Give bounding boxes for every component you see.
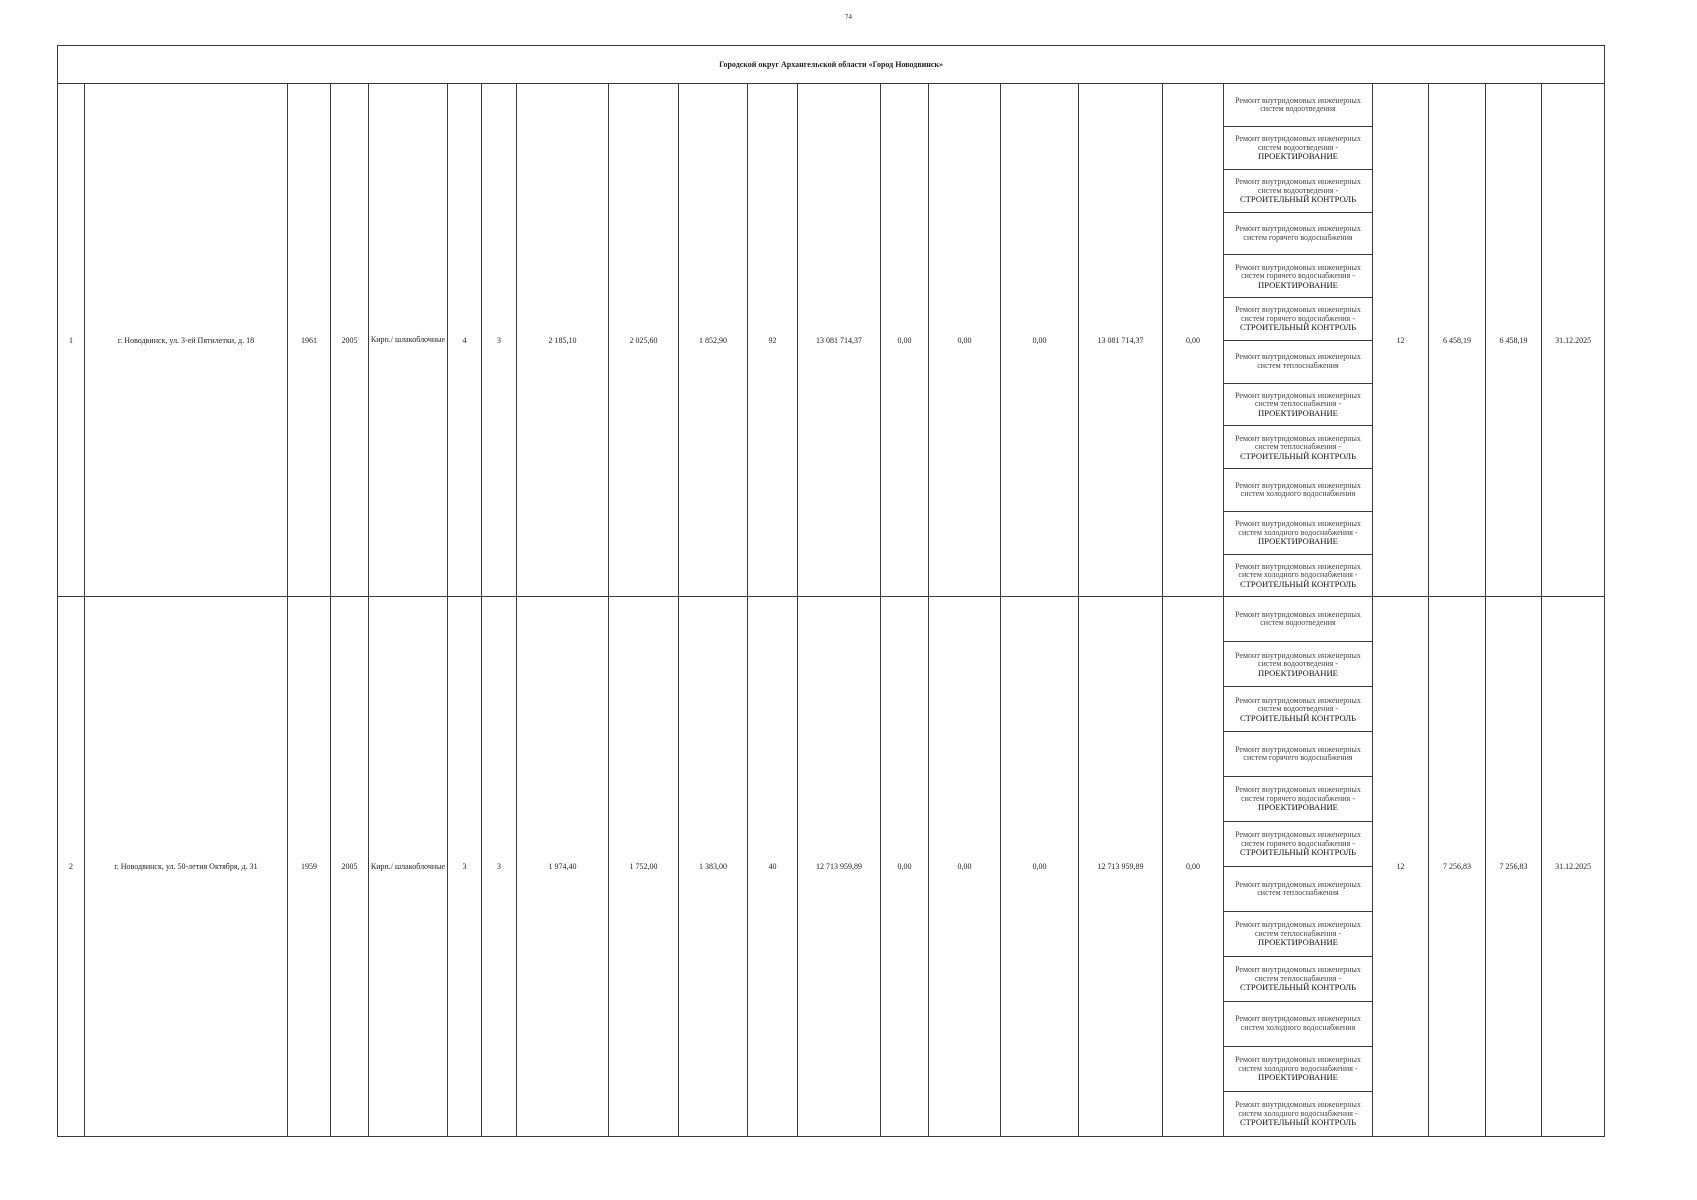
work-item-stage: СТРОИТЕЛЬНЫЙ КОНТРОЛЬ xyxy=(1239,578,1357,589)
row-number: 2 xyxy=(58,597,85,1137)
work-item-title: Ремонт внутридомовых инженерных систем водоотведения - xyxy=(1235,177,1361,195)
residents-count: 92 xyxy=(748,84,798,597)
cost-other: 0,00 xyxy=(1163,84,1224,597)
work-item-title: Ремонт внутридомовых инженерных систем горячего водоснабжения - xyxy=(1235,830,1361,848)
area-total: 1 974,40 xyxy=(517,597,609,1137)
area-residential: 1 852,90 xyxy=(679,84,748,597)
work-item-stage: СТРОИТЕЛЬНЫЙ КОНТРОЛЬ xyxy=(1239,450,1357,461)
work-item xyxy=(1224,957,1373,1002)
work-item xyxy=(1224,84,1373,127)
area-total: 2 185,10 xyxy=(517,84,609,597)
deadline: 31.12.2025 xyxy=(1542,597,1605,1137)
cost-total: 13 081 714,37 xyxy=(798,84,881,597)
region-title: Городской округ Архангельской области «Город Новодвинск» xyxy=(58,46,1605,84)
work-item-stage: СТРОИТЕЛЬНЫЙ КОНТРОЛЬ xyxy=(1239,982,1357,993)
table-row xyxy=(58,84,1605,127)
work-item xyxy=(1224,1001,1373,1046)
work-item-stage: ПРОЕКТИРОВАНИЕ xyxy=(1258,937,1338,948)
unit-cost: 7 256,83 xyxy=(1429,597,1486,1137)
deadline: 31.12.2025 xyxy=(1542,84,1605,597)
work-item-title: Ремонт внутридомовых инженерных систем холодного водоснабжения xyxy=(1235,1014,1361,1032)
work-item xyxy=(1224,426,1373,469)
area-residential: 1 383,00 xyxy=(679,597,748,1137)
work-item-title: Ремонт внутридомовых инженерных систем водоотведения - xyxy=(1235,650,1361,669)
months-count: 12 xyxy=(1373,597,1429,1137)
work-item xyxy=(1224,212,1373,255)
address: г. Новодвинск, ул. 3-ей Пятилетки, д. 18 xyxy=(85,84,288,597)
floors-count: 4 xyxy=(448,84,482,597)
work-item-title: Ремонт внутридомовых инженерных систем холодного водоснабжения - xyxy=(1235,519,1361,537)
work-item-stage: ПРОЕКТИРОВАНИЕ xyxy=(1258,667,1338,678)
work-item-title: Ремонт внутридомовых инженерных систем водоотведения xyxy=(1235,95,1361,114)
page-number: 74 xyxy=(845,13,852,21)
work-item-stage: СТРОИТЕЛЬНЫЙ КОНТРОЛЬ xyxy=(1239,194,1357,204)
work-item-title: Ремонт внутридомовых инженерных систем горячего водоснабжения xyxy=(1235,224,1361,242)
cost-regional: 0,00 xyxy=(929,84,1001,597)
work-item-title: Ремонт внутридомовых инженерных систем водоотведения xyxy=(1235,609,1361,628)
work-item xyxy=(1224,255,1373,298)
unit-cost-limit: 6 458,19 xyxy=(1486,84,1542,597)
work-item-stage: ПРОЕКТИРОВАНИЕ xyxy=(1258,802,1338,813)
work-item-stage: СТРОИТЕЛЬНЫЙ КОНТРОЛЬ xyxy=(1239,1117,1357,1128)
work-item-stage: ПРОЕКТИРОВАНИЕ xyxy=(1258,1072,1338,1083)
work-item xyxy=(1224,1046,1373,1091)
work-item-title: Ремонт внутридомовых инженерных систем теплоснабжения xyxy=(1235,879,1361,898)
work-item xyxy=(1224,511,1373,554)
work-item xyxy=(1224,867,1373,912)
year-last-repair: 2005 xyxy=(331,84,369,597)
months-count: 12 xyxy=(1373,84,1429,597)
year-built: 1961 xyxy=(288,84,331,597)
table-body xyxy=(58,46,1605,1137)
wall-material: Кирп./ шлакоблочные xyxy=(369,597,448,1137)
year-built: 1959 xyxy=(288,597,331,1137)
work-item-stage: ПРОЕКТИРОВАНИЕ xyxy=(1258,151,1338,162)
work-item xyxy=(1224,469,1373,512)
cost-municipal: 0,00 xyxy=(1001,84,1079,597)
work-item-stage: СТРОИТЕЛЬНЫЙ КОНТРОЛЬ xyxy=(1239,322,1357,333)
work-item-stage: СТРОИТЕЛЬНЫЙ КОНТРОЛЬ xyxy=(1239,712,1357,723)
work-item-title: Ремонт внутридомовых инженерных систем горячего водоснабжения - xyxy=(1235,262,1361,280)
work-item-title: Ремонт внутридомовых инженерных систем холодного водоснабжения - xyxy=(1235,561,1361,580)
work-item-title: Ремонт внутридомовых инженерных систем холодного водоснабжения - xyxy=(1235,1055,1361,1073)
work-item-title: Ремонт внутридомовых инженерных систем теплоснабжения - xyxy=(1235,965,1361,983)
work-item-title: Ремонт внутридомовых инженерных систем теплоснабжения xyxy=(1235,352,1361,370)
table-row xyxy=(58,597,1605,642)
work-item xyxy=(1224,822,1373,867)
capital-repair-table xyxy=(57,45,1605,1137)
residents-count: 40 xyxy=(748,597,798,1137)
work-item xyxy=(1224,298,1373,341)
work-item-title: Ремонт внутридомовых инженерных систем холодного водоснабжения xyxy=(1235,480,1361,498)
work-item-title: Ремонт внутридомовых инженерных систем теплоснабжения - xyxy=(1235,390,1361,409)
year-last-repair: 2005 xyxy=(331,597,369,1137)
work-item-stage: ПРОЕКТИРОВАНИЕ xyxy=(1258,279,1338,290)
work-item-title: Ремонт внутридомовых инженерных систем горячего водоснабжения - xyxy=(1235,785,1361,803)
cost-owners: 13 081 714,37 xyxy=(1079,84,1163,597)
work-item xyxy=(1224,1091,1373,1136)
address: г. Новодвинск, ул. 50-летия Октября, д. 31 xyxy=(85,597,288,1137)
cost-fund: 0,00 xyxy=(881,84,929,597)
work-item-stage: ПРОЕКТИРОВАНИЕ xyxy=(1258,407,1338,418)
work-item-title: Ремонт внутридомовых инженерных систем холодного водоснабжения - xyxy=(1235,1100,1361,1118)
work-item xyxy=(1224,169,1373,212)
region-header-row xyxy=(58,46,1605,84)
cost-total: 12 713 959,89 xyxy=(798,597,881,1137)
entrances-count: 3 xyxy=(482,597,517,1137)
work-item-stage: СТРОИТЕЛЬНЫЙ КОНТРОЛЬ xyxy=(1239,847,1357,858)
cost-municipal: 0,00 xyxy=(1001,597,1079,1137)
work-item xyxy=(1224,127,1373,170)
unit-cost: 6 458,19 xyxy=(1429,84,1486,597)
work-item xyxy=(1224,554,1373,597)
work-item-stage: ПРОЕКТИРОВАНИЕ xyxy=(1258,536,1338,546)
work-item xyxy=(1224,383,1373,426)
work-item-title: Ремонт внутридомовых инженерных систем горячего водоснабжения - xyxy=(1235,305,1361,323)
work-item xyxy=(1224,777,1373,822)
floors-count: 3 xyxy=(448,597,482,1137)
work-item-title: Ремонт внутридомовых инженерных систем водоотведения - xyxy=(1235,134,1361,152)
area-premises: 1 752,00 xyxy=(609,597,679,1137)
work-item xyxy=(1224,340,1373,383)
work-item-title: Ремонт внутридомовых инженерных систем горячего водоснабжения xyxy=(1235,744,1361,763)
wall-material: Кирп./ шлакоблочные xyxy=(369,84,448,597)
work-item xyxy=(1224,642,1373,687)
work-item-title: Ремонт внутридомовых инженерных систем теплоснабжения - xyxy=(1235,920,1361,938)
row-number: 1 xyxy=(58,84,85,597)
entrances-count: 3 xyxy=(482,84,517,597)
area-premises: 2 025,60 xyxy=(609,84,679,597)
work-item xyxy=(1224,687,1373,732)
work-item-title: Ремонт внутридомовых инженерных систем теплоснабжения - xyxy=(1235,433,1361,451)
cost-owners: 12 713 959,89 xyxy=(1079,597,1163,1137)
work-item xyxy=(1224,597,1373,642)
work-item xyxy=(1224,912,1373,957)
unit-cost-limit: 7 256,83 xyxy=(1486,597,1542,1137)
cost-regional: 0,00 xyxy=(929,597,1001,1137)
cost-other: 0,00 xyxy=(1163,597,1224,1137)
work-item-title: Ремонт внутридомовых инженерных систем водоотведения - xyxy=(1235,695,1361,713)
cost-fund: 0,00 xyxy=(881,597,929,1137)
work-item xyxy=(1224,732,1373,777)
